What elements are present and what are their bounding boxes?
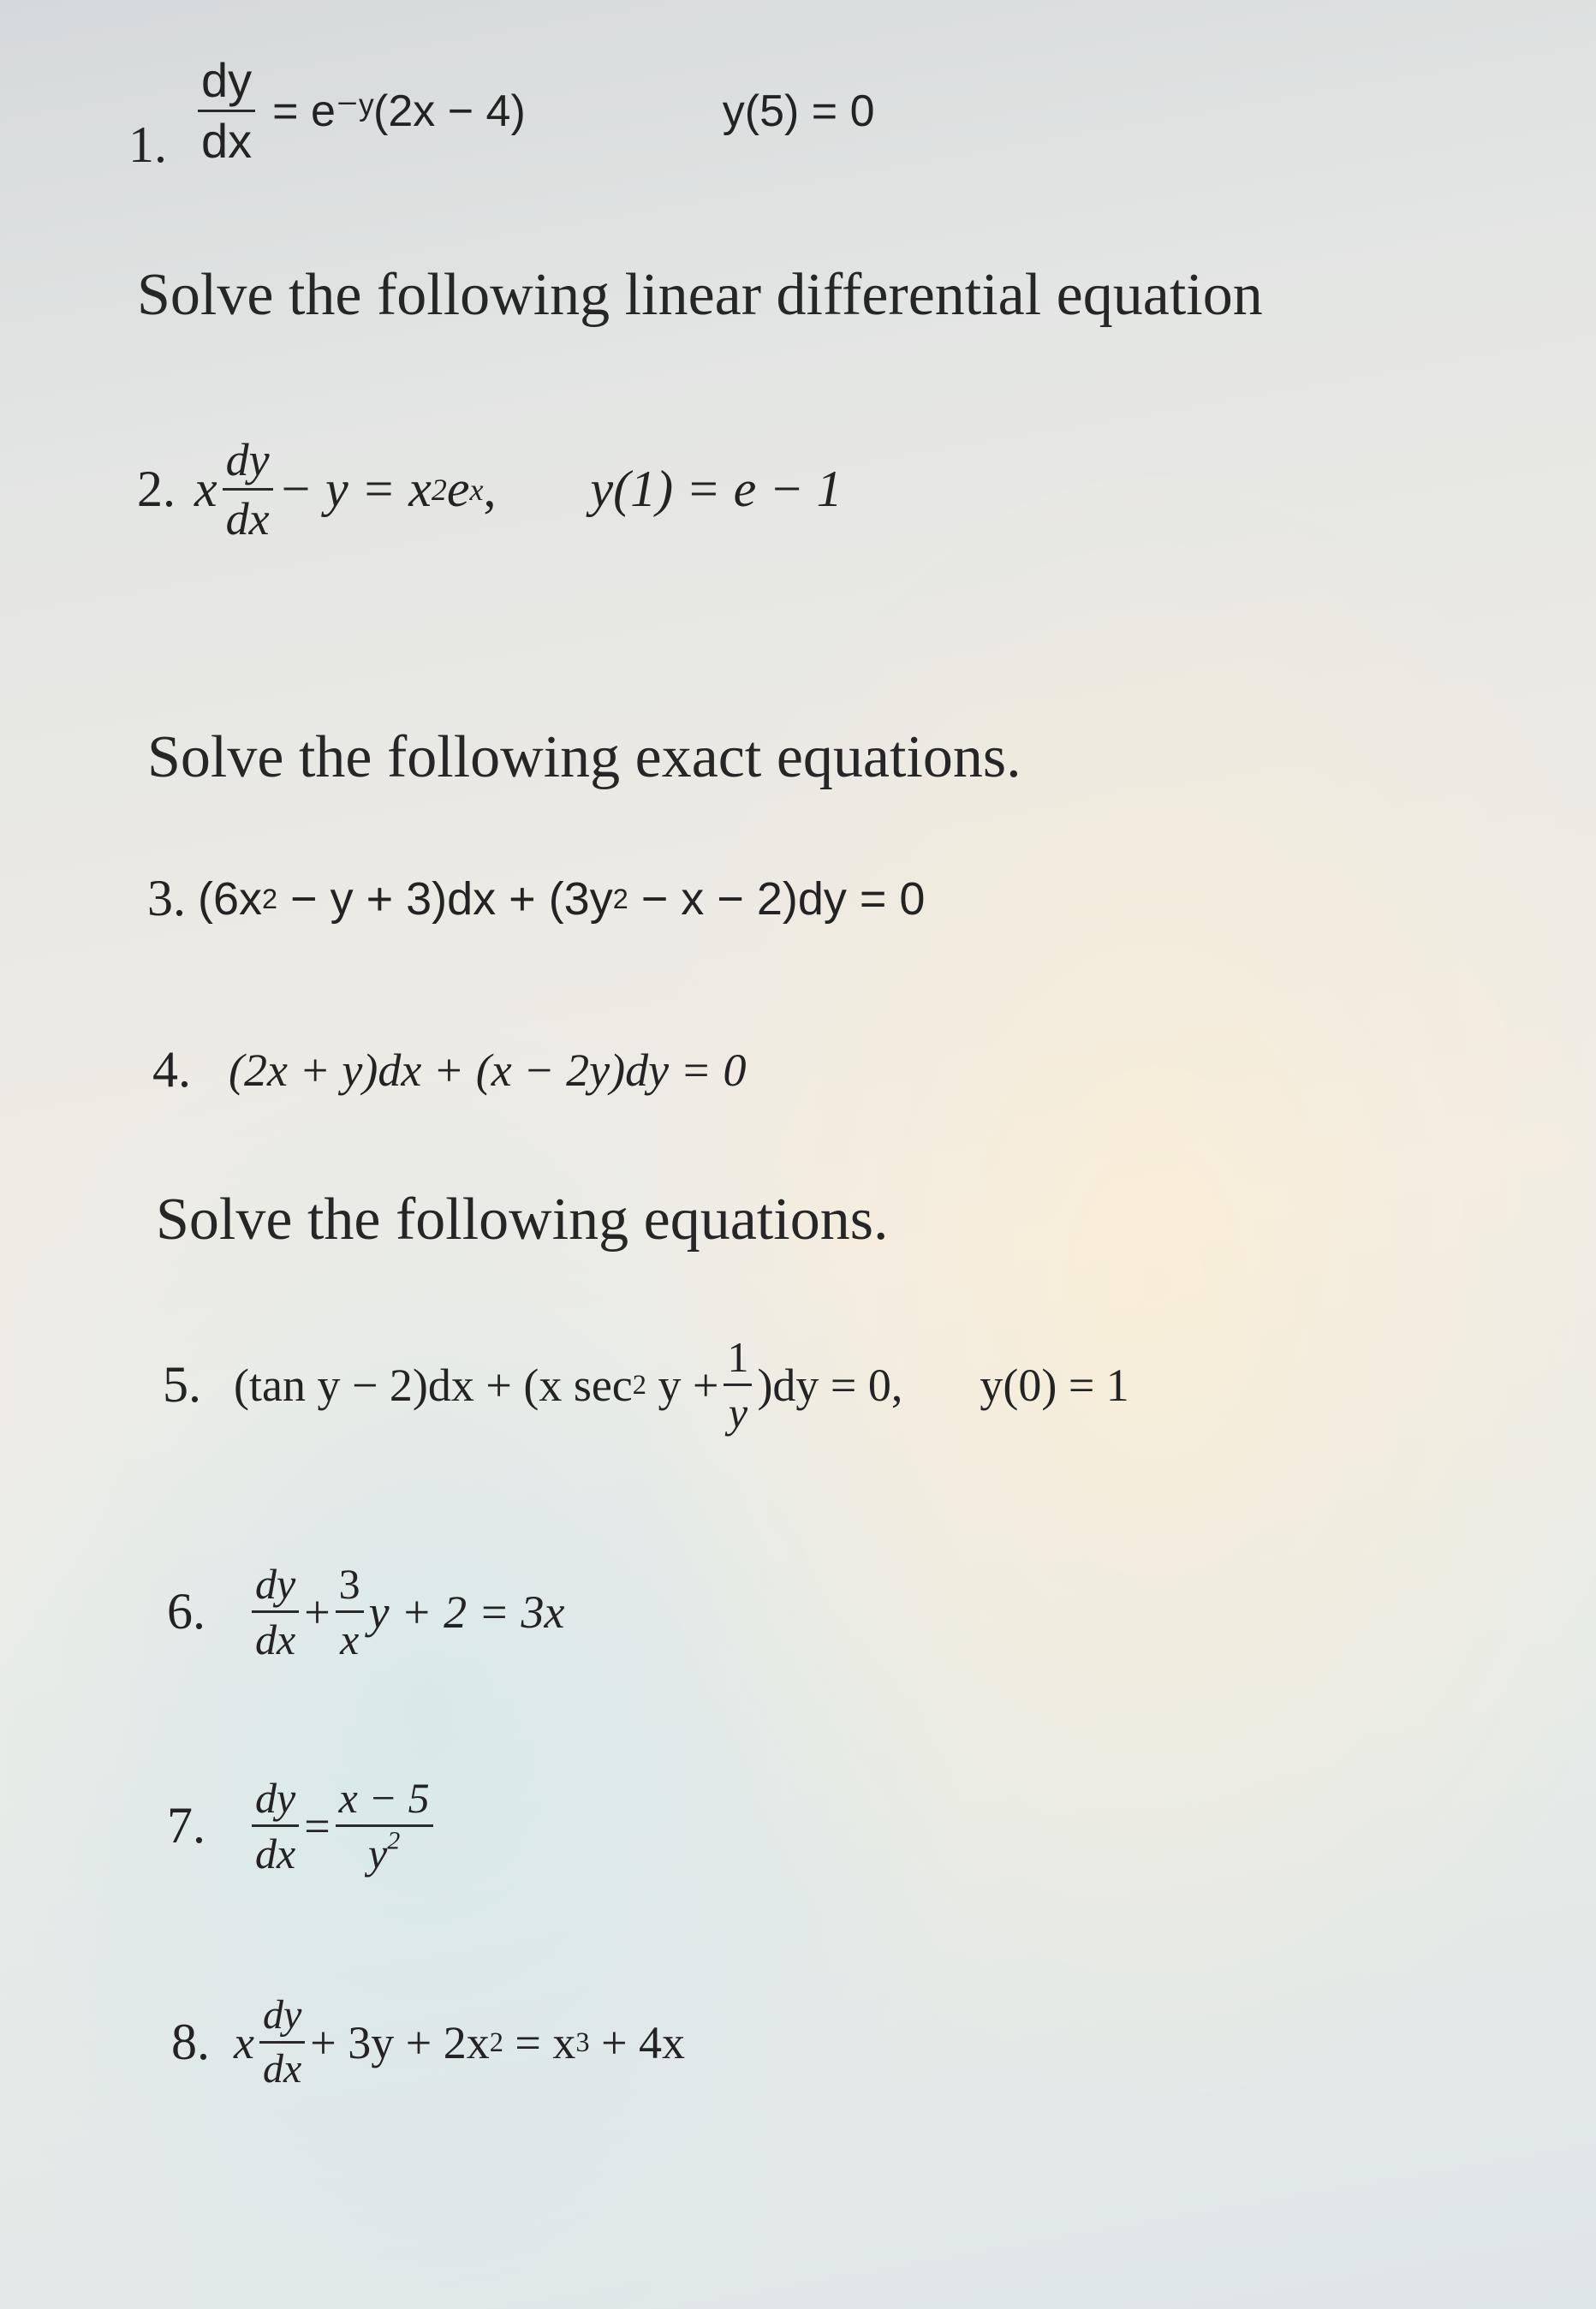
- reciprocal-fraction: [724, 1333, 752, 1437]
- problem-number: 7.: [167, 1797, 205, 1854]
- exponent: 2: [387, 1826, 401, 1855]
- equation-rhs-a: − y = x: [277, 461, 432, 517]
- problem-number: 8.: [171, 2014, 210, 2070]
- problem-number: 4.: [152, 1041, 191, 1098]
- section-heading-linear: Solve the following linear differential equation: [137, 262, 1263, 328]
- denominator: x: [340, 1616, 360, 1663]
- rhs-fraction: [336, 1774, 433, 1878]
- problem-number: 6.: [167, 1583, 205, 1640]
- denominator: dx: [255, 1616, 296, 1663]
- derivative-fraction: [223, 434, 273, 545]
- numerator: dy: [259, 1995, 305, 2044]
- problem-2: 2. x $\frac{dy}{dx}$ − y = x 2 e x , y(1) = e − 1: [137, 434, 843, 545]
- equals-sign: =: [304, 1800, 331, 1852]
- equation-part-c: )dy = 0,: [757, 1359, 903, 1411]
- initial-condition: y(1) = e − 1: [590, 461, 843, 517]
- denominator: dx: [262, 2046, 302, 2092]
- separator: ,: [483, 461, 497, 517]
- numerator: 3: [336, 1562, 364, 1613]
- coefficient-fraction: [336, 1562, 364, 1661]
- denominator: dx: [255, 1830, 296, 1878]
- problem-number: 5.: [163, 1356, 201, 1413]
- problem-8: 8. x $\frac{dy}{dx}$ + 3y + 2x 2 = x 3 + 4x: [171, 1992, 686, 2092]
- equation-part-b: = x: [503, 2016, 576, 2068]
- problem-number: 1.: [128, 116, 167, 173]
- derivative-fraction: [252, 1774, 299, 1878]
- problem-1: [128, 47, 875, 175]
- numerator: dy: [223, 437, 273, 491]
- equation-rhs-b: e: [446, 461, 470, 517]
- numerator: dy: [198, 57, 255, 112]
- problem-3: 3. (6x 2 − y + 3)dx + (3y 2 − x − 2)dy = 0: [147, 870, 926, 926]
- problem-7: [167, 1774, 438, 1878]
- denominator: dx: [225, 493, 270, 545]
- problem-number: 3.: [147, 870, 186, 926]
- denominator: y: [728, 1389, 748, 1437]
- plus-sign: +: [304, 1586, 331, 1638]
- numerator: 1: [724, 1336, 752, 1386]
- equation-part-b: y +: [646, 1359, 719, 1411]
- equation-part-b: − y + 3)dx + (3y: [277, 872, 613, 925]
- section-heading-equations: Solve the following equations.: [156, 1187, 889, 1253]
- equation-part-a: (6x: [198, 872, 263, 925]
- problem-4: [152, 1040, 747, 1099]
- denominator-base: y: [368, 1830, 388, 1878]
- equation-part-a: (tan y − 2)dx + (x sec: [234, 1359, 633, 1411]
- equation-part-a: + 3y + 2x: [310, 2016, 490, 2068]
- initial-condition: y(5) = 0: [722, 86, 875, 136]
- equation: (2x + y)dx + (x − 2y)dy = 0: [229, 1044, 747, 1096]
- denominator: dx: [201, 114, 253, 168]
- numerator: dy: [252, 1776, 299, 1827]
- numerator: dy: [252, 1562, 299, 1613]
- problem-5: 5. (tan y − 2)dx + (x sec 2 y + $\frac{1}{y}$ )dy = 0, y(0) = 1: [163, 1333, 1129, 1437]
- equation-rhs: y + 2 = 3x: [368, 1586, 565, 1638]
- initial-condition: y(0) = 1: [980, 1359, 1129, 1411]
- denominator: [365, 1826, 403, 1878]
- coefficient: x: [194, 461, 217, 517]
- section-heading-exact: Solve the following exact equations.: [147, 724, 1021, 790]
- equation-part-c: + 4x: [589, 2016, 686, 2068]
- derivative-fraction: [198, 53, 255, 168]
- equation-part-c: − x − 2)dy = 0: [628, 872, 926, 925]
- derivative-fraction: [252, 1562, 299, 1661]
- problem-6: [167, 1562, 565, 1661]
- derivative-fraction: [259, 1992, 305, 2092]
- coefficient: x: [234, 2016, 254, 2068]
- equation-rhs: = e⁻ʸ(2x − 4): [272, 86, 526, 136]
- numerator: x − 5: [336, 1776, 433, 1827]
- problem-number: 2.: [137, 461, 176, 517]
